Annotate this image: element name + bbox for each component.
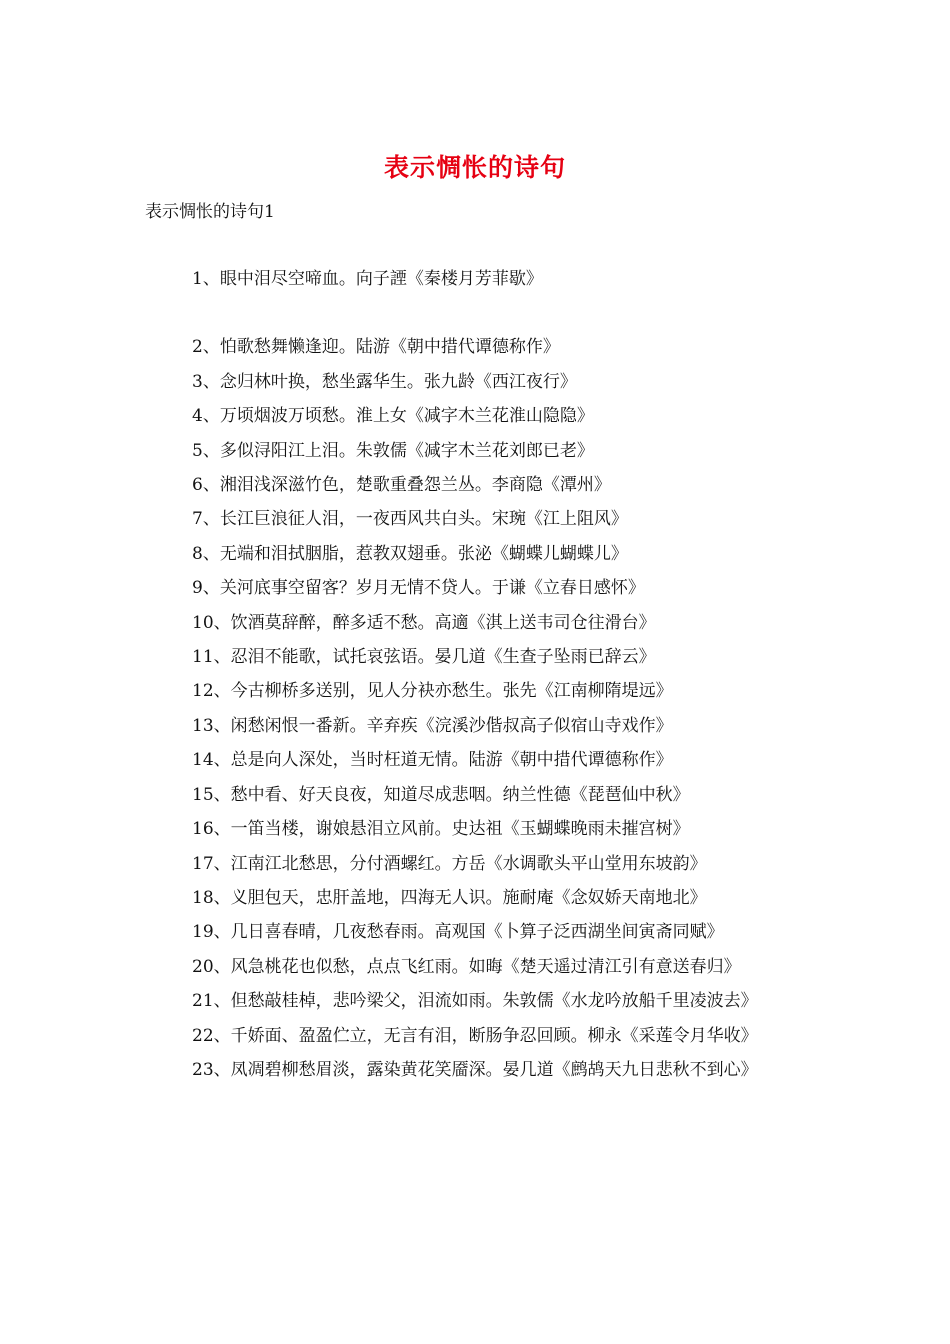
poem-line-1: 1、眼中泪尽空啼血。向子諲《秦楼月芳菲歇》 [192, 269, 543, 289]
poem-line-8: 8、无端和泪拭胭脂，惹教双翅垂。张泌《蝴蝶儿蝴蝶儿》 [192, 543, 628, 564]
poem-line-14: 14、总是向人深处，当时枉道无情。陆游《朝中措代谭德称作》 [192, 750, 673, 771]
poem-line-list [145, 262, 795, 1087]
poem-line-18: 18、义胆包天，忠肝盖地，四海无人识。施耐庵《念奴娇天南地北》 [192, 887, 707, 908]
poem-line-6: 6、湘泪浅深滋竹色，楚歌重叠怨兰丛。李商隐《潭州》 [192, 475, 611, 496]
poem-line-19: 19、几日喜春晴，几夜愁春雨。高观国《卜算子泛西湖坐间寅斋同赋》 [192, 922, 724, 943]
poem-line-4: 4、万顷烟波万顷愁。淮上女《减字木兰花淮山隐隐》 [192, 406, 594, 427]
poem-line-20: 20、风急桃花也似愁，点点飞红雨。如晦《楚天遥过清江引有意送春归》 [192, 956, 741, 977]
poem-line-3: 3、念归林叶换，愁坐露华生。张九龄《西江夜行》 [192, 371, 577, 392]
poem-line-15: 15、愁中看、好天良夜，知道尽成悲咽。纳兰性德《琵琶仙中秋》 [192, 784, 690, 805]
poem-line-22: 22、千娇面、盈盈伫立，无言有泪，断肠争忍回顾。柳永《采莲令月华收》 [192, 1025, 758, 1046]
poem-line-2: 2、怕歌愁舞懒逢迎。陆游《朝中措代谭德称作》 [192, 337, 560, 358]
poem-line-5: 5、多似浔阳江上泪。朱敦儒《减字木兰花刘郎已老》 [192, 440, 594, 461]
poem-line-17: 17、江南江北愁思，分付酒螺红。方岳《水调歌头平山堂用东坡韵》 [192, 853, 707, 874]
document-title: 表示惆怅的诗句 [383, 153, 566, 182]
poem-line-10: 10、饮酒莫辞醉，醉多适不愁。高適《淇上送韦司仓往滑台》 [192, 612, 656, 633]
poem-line-23: 23、凤凋碧柳愁眉淡，露染黄花笑靥深。晏几道《鹧鸪天九日悲秋不到心》 [192, 1059, 758, 1080]
poem-line-7: 7、长江巨浪征人泪，一夜西风共白头。宋琬《江上阻风》 [192, 509, 628, 530]
poem-line-16: 16、一笛当楼，谢娘悬泪立风前。史达祖《玉蝴蝶晚雨未摧宫树》 [192, 819, 690, 840]
section-heading: 表示惆怅的诗句1 [145, 202, 275, 222]
poem-line-12: 12、今古柳桥多送别，见人分袂亦愁生。张先《江南柳隋堤远》 [192, 681, 673, 702]
poem-line-21: 21、但愁敲桂棹，悲吟梁父，泪流如雨。朱敦儒《水龙吟放船千里凌波去》 [192, 991, 758, 1012]
poem-line-13: 13、闲愁闲恨一番新。辛弃疾《浣溪沙偕叔高子似宿山寺戏作》 [192, 715, 673, 736]
poem-line-9: 9、关河底事空留客？岁月无情不贷人。于谦《立春日感怀》 [192, 578, 645, 599]
poem-line-11: 11、忍泪不能歌，试托哀弦语。晏几道《生查子坠雨已辞云》 [192, 647, 656, 668]
